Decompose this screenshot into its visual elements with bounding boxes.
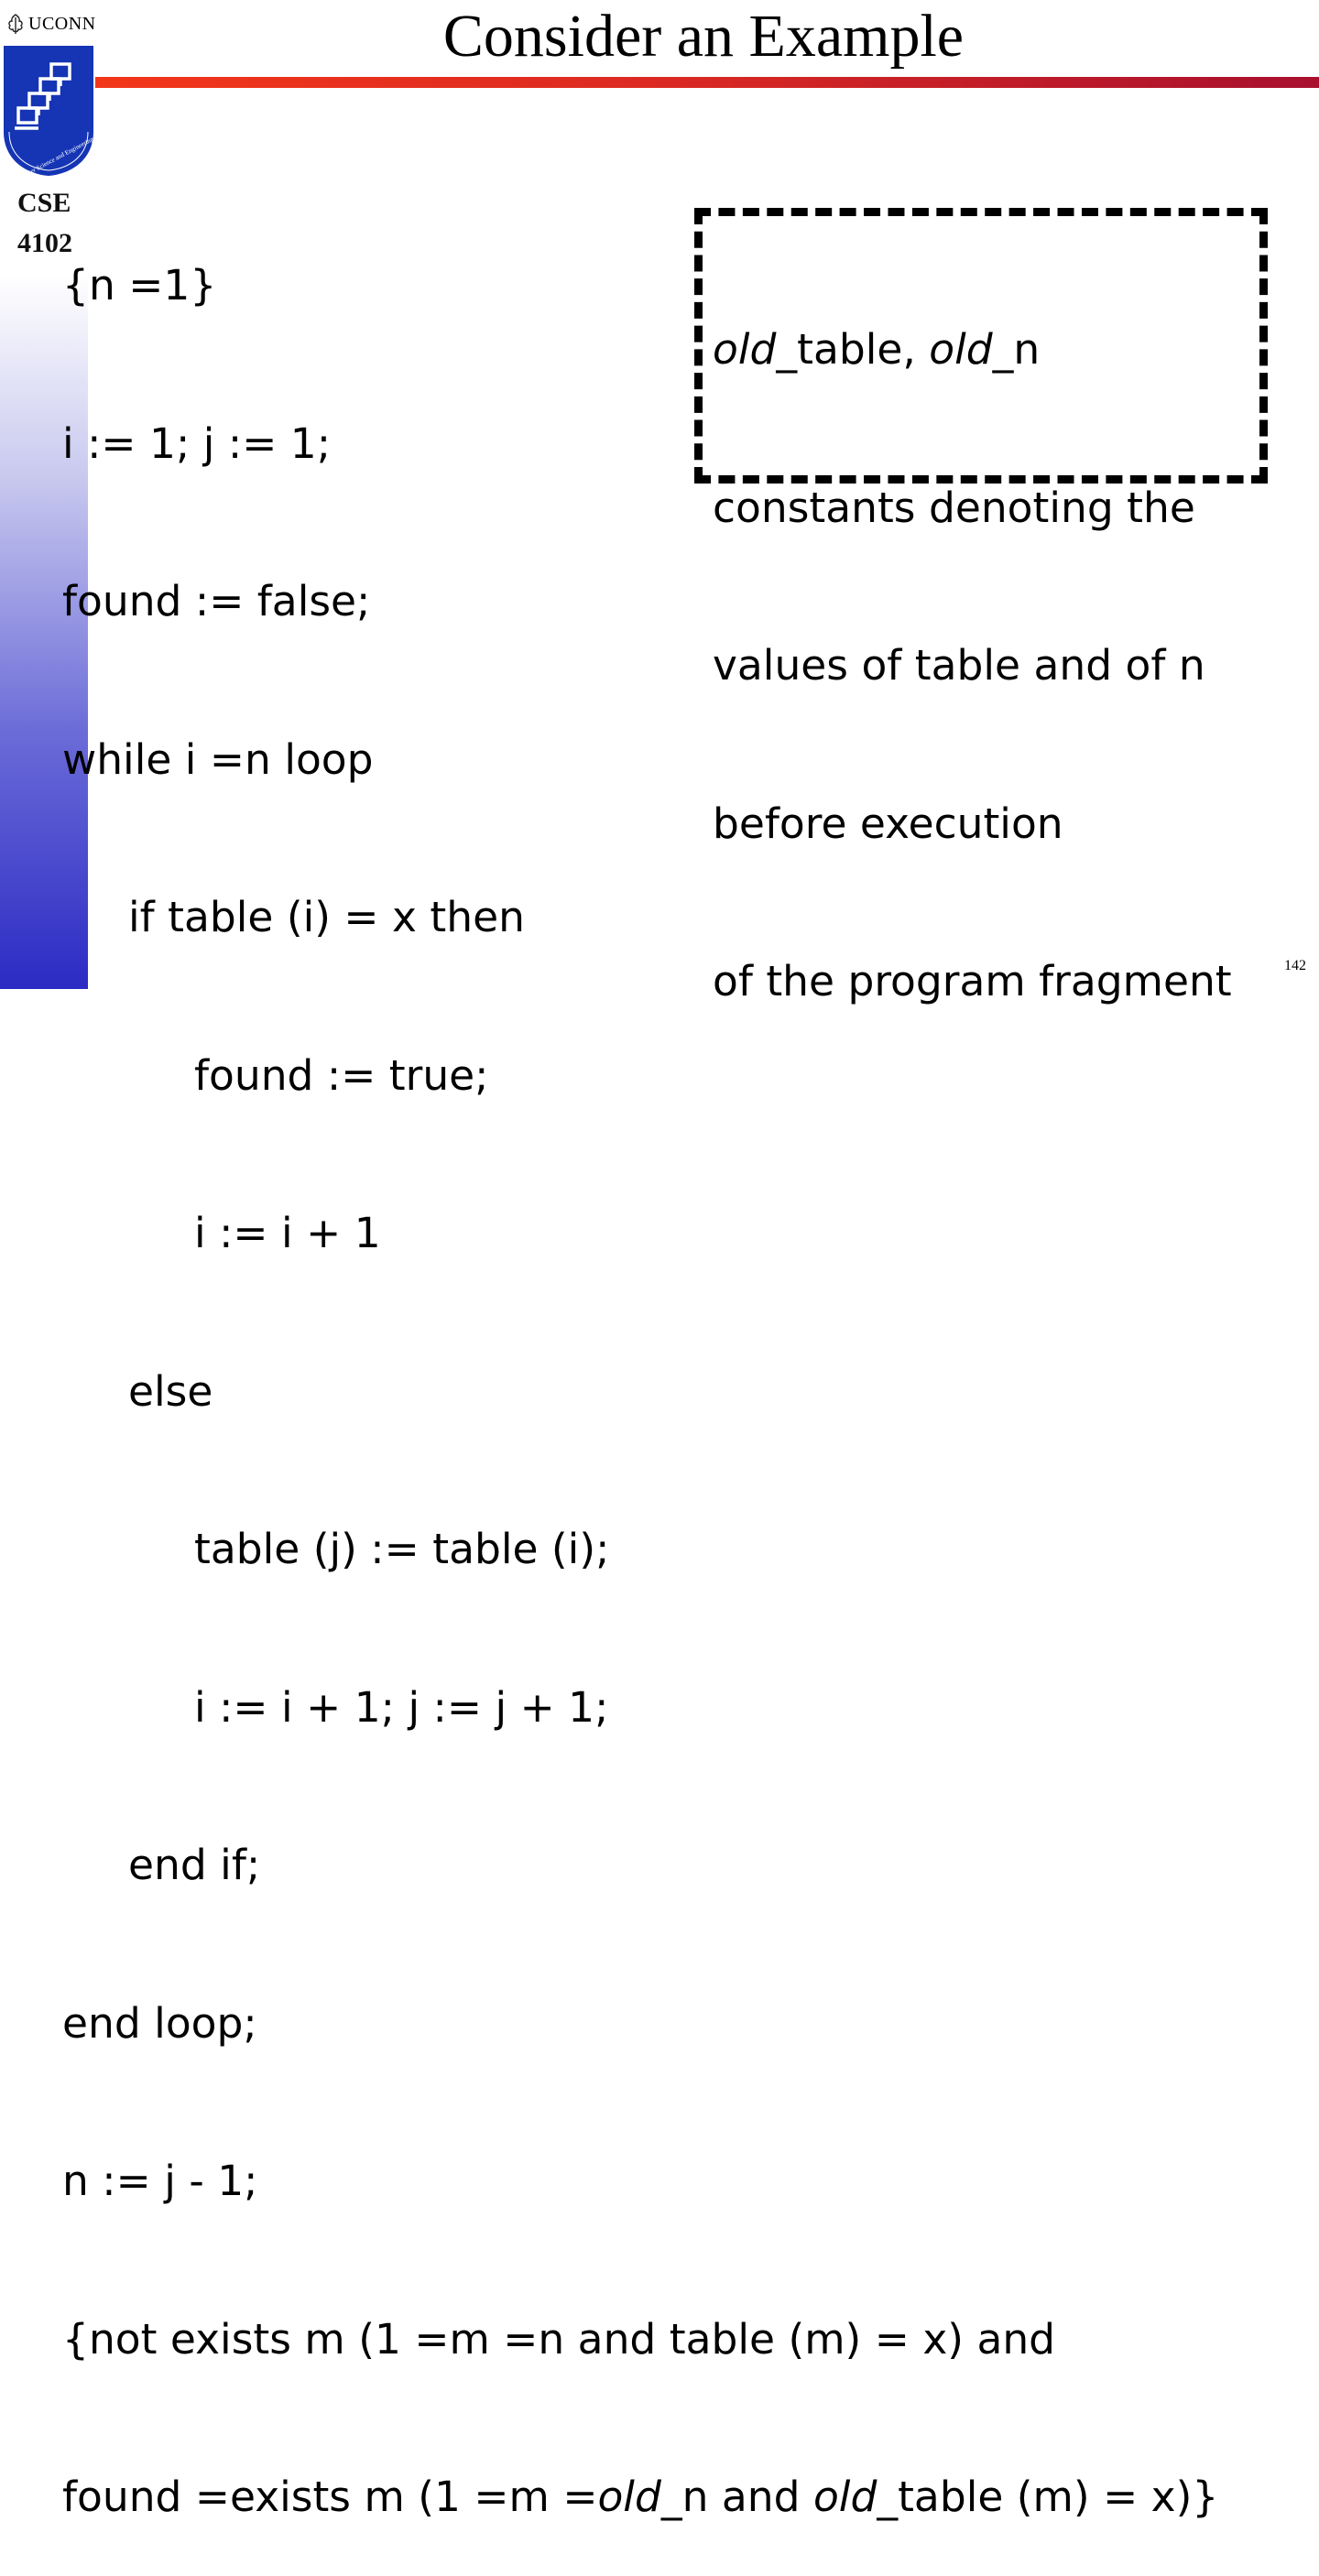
- code-line: table (j) := table (i);: [194, 1525, 610, 1573]
- course-code: CSE: [17, 188, 71, 218]
- code-line: end if;: [128, 1841, 261, 1889]
- brand-text: UCONN: [28, 13, 96, 34]
- code-text: found =exists m (1 =m =: [62, 2473, 598, 2521]
- code-line: i := i + 1; j := j + 1;: [194, 1682, 609, 1732]
- note-text-italic: old: [929, 325, 993, 374]
- note-text-span: _table,: [776, 325, 930, 374]
- course-number: 4102: [17, 228, 72, 258]
- code-line: if table (i) = x then: [128, 893, 525, 941]
- slide-title: Consider an Example: [442, 3, 965, 70]
- oak-leaf-icon: [5, 13, 26, 35]
- code-line: n := j - 1;: [62, 2157, 258, 2205]
- title-rule: [95, 77, 1319, 88]
- note-line: before execution: [713, 799, 1063, 848]
- code-line: while i =n loop: [62, 734, 374, 784]
- page-number: 142: [1284, 958, 1306, 973]
- note-text-italic: old: [713, 325, 777, 374]
- code-text: _table (m) = x)}: [877, 2473, 1219, 2521]
- code-text-italic: old: [597, 2473, 661, 2521]
- code-text: _n and: [660, 2473, 813, 2521]
- code-line: i := 1; j := 1;: [62, 418, 332, 468]
- code-line: i := i + 1: [194, 1209, 381, 1257]
- code-line: {n =1}: [62, 261, 217, 310]
- code-line: [62, 2471, 1218, 2524]
- logo-text: Computer Science and Engineering: [10, 135, 95, 185]
- note-text-span: _n: [992, 325, 1041, 374]
- note-line: values of table and of n: [713, 641, 1205, 690]
- code-line: found := true;: [194, 1050, 489, 1100]
- code-line: found := false;: [62, 577, 371, 625]
- note-text: [713, 218, 1232, 1060]
- note-line: [713, 323, 1232, 376]
- code-line: else: [128, 1366, 213, 1416]
- uconn-brand: [5, 13, 96, 35]
- code-text-italic: old: [812, 2473, 878, 2521]
- note-line: of the program fragment: [713, 957, 1232, 1005]
- code-line: {not exists m (1 =m =n and table (m) = x) and: [62, 2314, 1056, 2364]
- code-line: end loop;: [62, 1998, 257, 2048]
- note-line: constants denoting the: [713, 483, 1195, 532]
